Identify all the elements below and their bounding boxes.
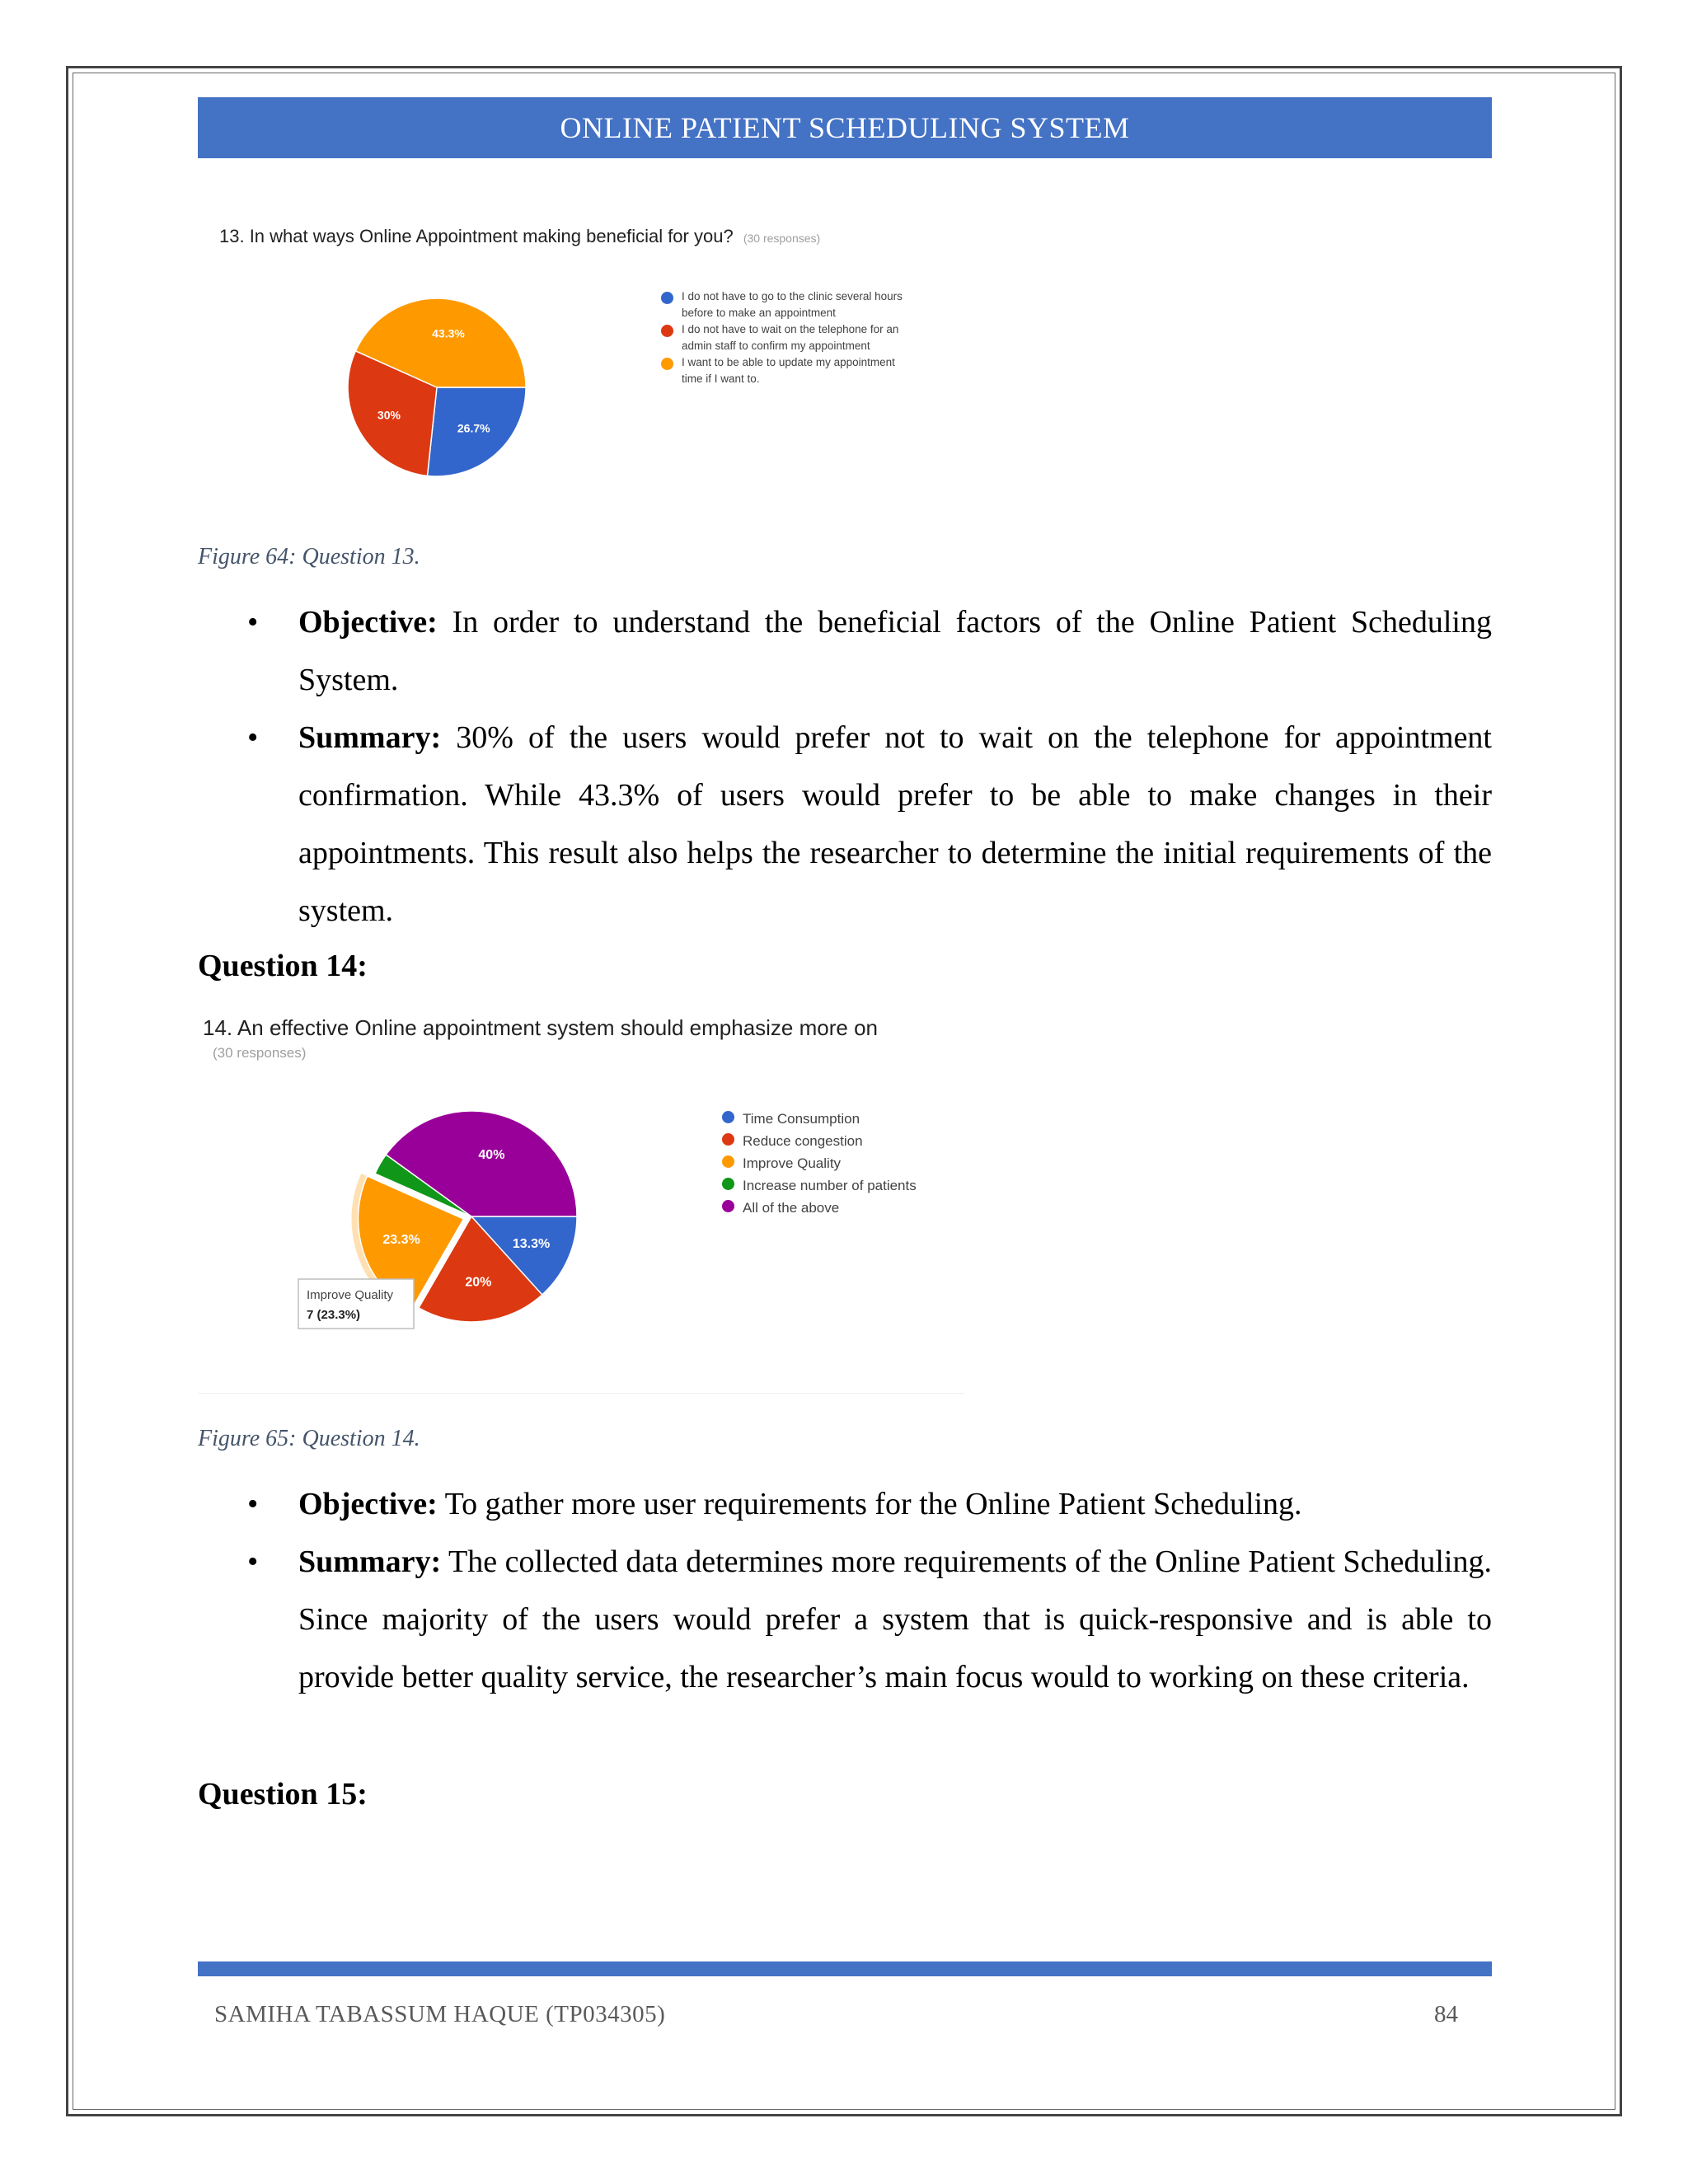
bullet-dot: • [247,1487,259,1521]
chart-q14-legend-item-3[interactable] [722,1174,961,1197]
chart-q14-responses: (30 responses) [213,1045,307,1061]
chart-q13-legend-item-0[interactable] [661,288,917,321]
chart-q13-slice-label-0: 26.7% [457,421,490,435]
q14-summary-text: The collected data determines more requirements of the Online Patient Scheduling. Since majority of the users would prefer a system that is quick-responsive and is able to provide better quality service, the researcher’s main focus would to working on these criteria. [298,1544,1492,1694]
chart-q14-legend-item-1[interactable] [722,1130,961,1152]
figure65-caption: Figure 65: Question 14. [198,1426,420,1451]
q13-objective-text: In order to understand the beneficial factors of the Online Patient Scheduling System. [298,605,1492,697]
chart-q13-legend-label-0: I do not have to go to the clinic several hours before to make an appointment [682,290,903,319]
legend-swatch [722,1178,734,1190]
chart-q13-legend-label-1: I do not have to wait on the telephone for an admin staff to confirm my appointment [682,323,899,352]
chart-q13-slice-label-1: 30% [377,408,401,422]
chart-q13-legend [661,288,917,387]
q13-summary-text: 30% of the users would prefer not to wait on the telephone for appointment confirmation. While 43.3% of users would prefer to be able to make changes in their appointments. This result also helps the researcher to determine the initial requirements of the system. [298,720,1492,928]
q14-objective [198,1475,1492,1533]
bullet-dot: • [247,720,259,755]
legend-swatch [661,358,673,370]
q14-bullets [198,1475,1492,1706]
q15-heading: Question 15: [198,1777,368,1811]
bullet-dot: • [247,605,259,640]
legend-swatch [722,1155,734,1168]
q14-heading: Question 14: [198,949,368,983]
chart-q13-legend-item-1[interactable] [661,321,917,354]
chart-q14-slice-label-2: 23.3% [382,1233,420,1248]
header-title: ONLINE PATIENT SCHEDULING SYSTEM [560,111,1130,144]
q13-summary [198,709,1492,940]
chart-q14-legend-label-1: Reduce congestion [743,1133,863,1149]
chart-q14-slice-label-0: 13.3% [512,1236,551,1251]
chart-q14-title: 14. An effective Online appointment system should emphasize more on [203,1015,878,1040]
legend-swatch [722,1200,734,1212]
chart-q14-tooltip-value: 7 (23.3%) [307,1308,361,1322]
figure64-caption: Figure 64: Question 13. [198,544,420,569]
chart-q14-legend-label-0: Time Consumption [743,1111,860,1127]
q13-objective-label: Objective: [298,605,438,640]
chart-q14-legend-item-2[interactable] [722,1152,961,1174]
chart-q14-legend-label-4: All of the above [743,1200,840,1216]
chart-q14-legend-item-0[interactable] [722,1108,961,1130]
chart-q13 [198,206,940,503]
legend-swatch [661,292,673,304]
q14-summary-label: Summary: [298,1544,442,1579]
chart-q14 [198,1005,964,1394]
chart-q13-pie [313,272,560,519]
chart-q13-responses: (30 responses) [743,232,821,245]
chart-q14-tooltip-label: Improve Quality [307,1288,394,1302]
legend-swatch [661,325,673,337]
chart-q13-legend-item-2[interactable] [661,354,917,387]
footer-author: SAMIHA TABASSUM HAQUE (TP034305) [214,2001,666,2027]
chart-q14-pie [280,1096,626,1376]
footer-bar [198,1961,1492,1976]
chart-q13-title: 13. In what ways Online Appointment making beneficial for you? (30 responses) [219,226,821,246]
chart-q14-legend-item-4[interactable] [722,1197,961,1219]
q14-objective-label: Objective: [298,1487,438,1521]
q13-objective [198,593,1492,709]
chart-q14-legend-label-3: Increase number of patients [743,1178,917,1193]
legend-swatch [722,1111,734,1123]
chart-q14-slice-label-4: 40% [478,1148,505,1163]
chart-q13-slice-label-2: 43.3% [432,326,465,340]
q14-objective-text: To gather more user requirements for the Online Patient Scheduling. [437,1487,1302,1521]
header-bar [198,97,1492,158]
bullet-dot: • [247,1544,259,1579]
footer-page-number: 84 [1434,2001,1458,2027]
q14-summary [198,1533,1492,1706]
chart-q13-legend-label-2: I want to be able to update my appointment time if I want to. [682,356,895,385]
chart-q14-legend-label-2: Improve Quality [743,1155,842,1171]
chart-q14-slice-label-1: 20% [465,1275,492,1290]
legend-swatch [722,1133,734,1146]
chart-q14-legend [722,1108,961,1219]
q13-summary-label: Summary: [298,720,442,755]
q13-bullets [198,593,1492,940]
